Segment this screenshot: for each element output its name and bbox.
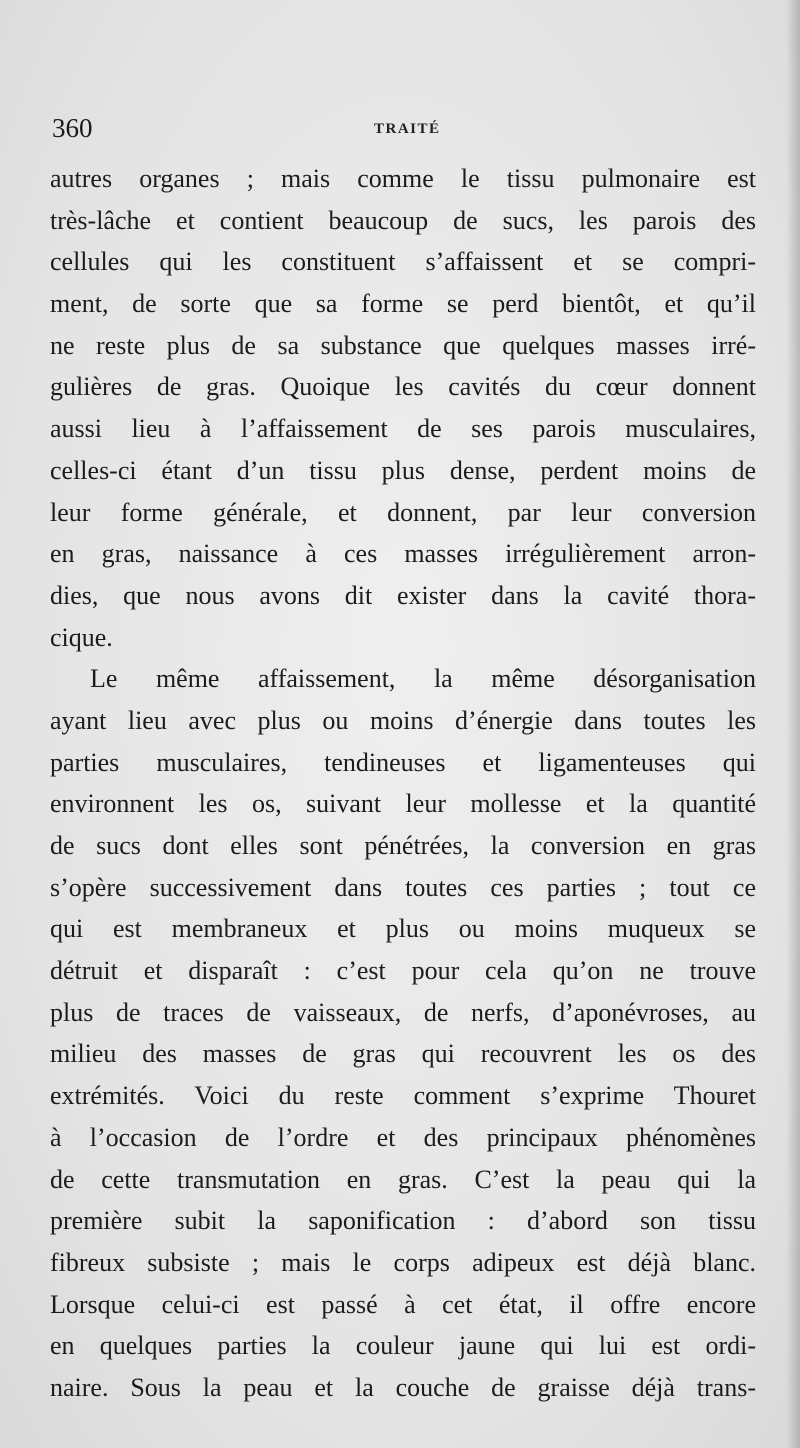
text-line: ne reste plus de sa substance que quelques masses irré- <box>50 330 756 360</box>
text-line: milieu des masses de gras qui recouvrent les os des <box>50 1039 756 1069</box>
text-line: très-lâche et contient beaucoup de sucs, les parois des <box>50 205 756 235</box>
text-line: de sucs dont elles sont pénétrées, la conversion en gras <box>50 831 756 860</box>
text-line: Le même affaissement, la même désorganisation <box>90 664 756 694</box>
text-line: cique. <box>50 622 113 652</box>
page-number: 360 <box>52 113 93 143</box>
text-line: aussi lieu à l’affaissement de ses parois musculaires, <box>50 414 756 444</box>
running-head: TRAITÉ <box>374 121 441 137</box>
paragraph-2 <box>50 658 756 1408</box>
text-line: en quelques parties la couleur jaune qui lui est ordi- <box>50 1331 756 1361</box>
text-line: naire. Sous la peau et la couche de graisse déjà trans- <box>50 1372 756 1402</box>
text-line: cellules qui les constituent s’affaissent et se compri- <box>50 247 756 277</box>
text-line: fibreux subsiste ; mais le corps adipeux est déjà blanc. <box>50 1247 756 1277</box>
text-line: gulières de gras. Quoique les cavités du cœur donnent <box>50 372 756 402</box>
text-line: détruit et disparaît : c’est pour cela qu’on ne trouve <box>50 956 756 986</box>
text-line: celles-ci étant d’un tissu plus dense, perdent moins de <box>50 455 756 485</box>
text-line: dies, que nous avons dit exister dans la cavité thora- <box>50 580 756 610</box>
page-header <box>52 110 752 146</box>
text-line: en gras, naissance à ces masses irrégulièrement arron- <box>50 539 756 569</box>
text-line: ment, de sorte que sa forme se perd bientôt, et qu’il <box>50 289 756 319</box>
text-line: autres organes ; mais comme le tissu pulmonaire est <box>50 164 756 193</box>
page-edge-shadow <box>786 0 800 1448</box>
text-line: à l’occasion de l’ordre et des principaux phénomènes <box>50 1122 756 1152</box>
text-line: s’opère successivement dans toutes ces parties ; tout ce <box>50 872 756 902</box>
text-line: de cette transmutation en gras. C’est la peau qui la <box>50 1164 756 1194</box>
text-line: environnent les os, suivant leur mollesse et la quantité <box>50 789 756 819</box>
paragraph-1 <box>50 158 756 658</box>
text-line: plus de traces de vaisseaux, de nerfs, d’aponévroses, au <box>50 997 756 1027</box>
text-line: première subit la saponification : d’abord son tissu <box>50 1206 756 1236</box>
text-line: parties musculaires, tendineuses et ligamenteuses qui <box>50 747 756 777</box>
body-text <box>50 158 756 1409</box>
text-line: qui est membraneux et plus ou moins muqueux se <box>50 914 756 944</box>
text-line: leur forme générale, et donnent, par leur conversion <box>50 497 756 527</box>
text-line: extrémités. Voici du reste comment s’exprime Thouret <box>50 1081 756 1111</box>
text-line: Lorsque celui-ci est passé à cet état, il offre encore <box>50 1289 756 1319</box>
text-line: ayant lieu avec plus ou moins d’énergie dans toutes les <box>50 705 756 735</box>
